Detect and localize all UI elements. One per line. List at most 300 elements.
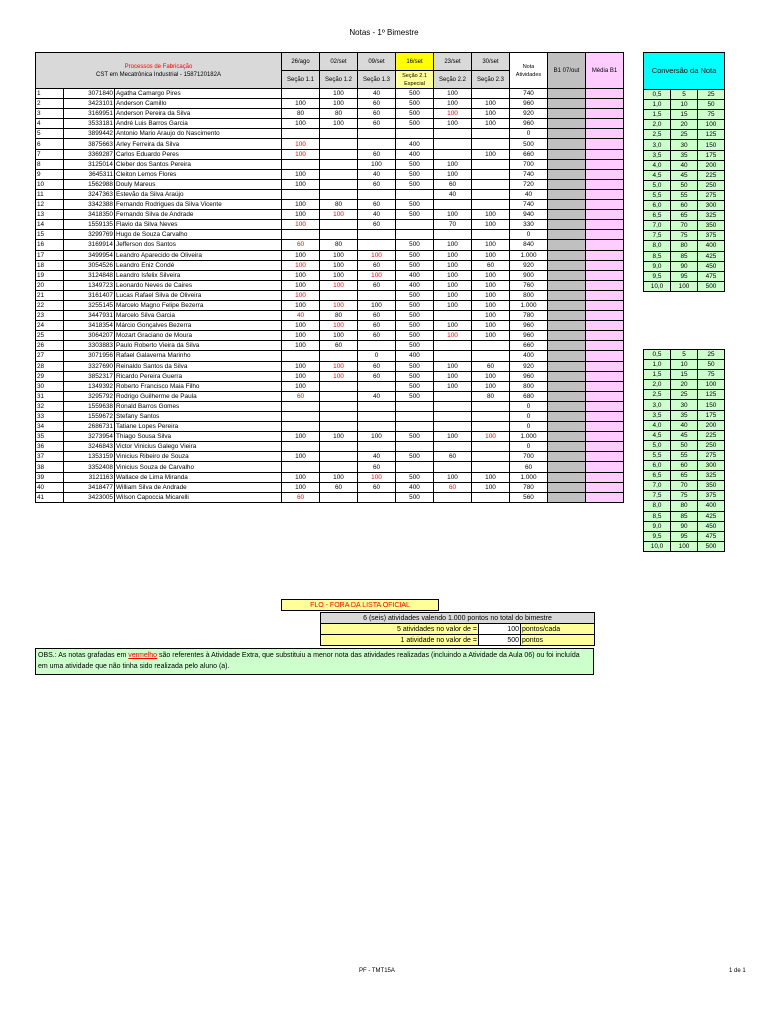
media-cell xyxy=(586,119,624,129)
date-2: 02/set xyxy=(320,53,358,71)
media-cell xyxy=(586,149,624,159)
score-cell: 60 xyxy=(358,462,396,472)
conversion-cell: 8,5 xyxy=(644,251,671,261)
conversion-cell: 4,5 xyxy=(644,430,671,440)
score-cell: 60 xyxy=(358,321,396,331)
score-cell: 100 xyxy=(472,290,510,300)
score-cell: 100 xyxy=(434,260,472,270)
score-cell xyxy=(472,422,510,432)
table-row xyxy=(36,462,624,472)
conversion-cell: 20 xyxy=(671,120,698,130)
student-id: 3064207 xyxy=(64,331,115,341)
nota-cell: 960 xyxy=(510,119,548,129)
media-cell xyxy=(586,492,624,502)
media-cell xyxy=(586,351,624,361)
conversion-cell: 7,5 xyxy=(644,231,671,241)
table-row xyxy=(36,452,624,462)
b1-cell xyxy=(548,462,586,472)
media-cell xyxy=(586,250,624,260)
row-number: 9 xyxy=(36,169,64,179)
score-cell: 100 xyxy=(472,109,510,119)
conversion-cell: 85 xyxy=(671,511,698,521)
score-cell: 60 xyxy=(358,482,396,492)
row-number: 22 xyxy=(36,300,64,310)
media-cell xyxy=(586,311,624,321)
table-row xyxy=(36,442,624,452)
score-cell: 500 xyxy=(396,109,434,119)
score-cell: 60 xyxy=(358,280,396,290)
b1-cell xyxy=(548,492,586,502)
conversion-cell: 80 xyxy=(671,501,698,511)
conversion-cell: 4,5 xyxy=(644,170,671,180)
b1-cell xyxy=(548,159,586,169)
b1-cell xyxy=(548,189,586,199)
student-id: 3423101 xyxy=(64,99,115,109)
score-cell: 400 xyxy=(396,351,434,361)
conversion-cell: 0,5 xyxy=(644,350,671,360)
grades-table xyxy=(35,52,624,503)
media-cell xyxy=(586,442,624,452)
score-cell: 100 xyxy=(282,250,320,260)
conversion-row xyxy=(644,221,725,231)
b1-cell xyxy=(548,442,586,452)
score-cell: 100 xyxy=(434,472,472,482)
conversion-cell: 5 xyxy=(671,350,698,360)
score-cell: 100 xyxy=(320,472,358,482)
score-cell xyxy=(358,139,396,149)
media-cell xyxy=(586,230,624,240)
nota-cell: 660 xyxy=(510,149,548,159)
score-cell xyxy=(320,462,358,472)
score-cell: 400 xyxy=(396,149,434,159)
conversion-cell: 2,5 xyxy=(644,130,671,140)
conversion-row xyxy=(644,251,725,261)
score-cell xyxy=(320,351,358,361)
conversion-cell: 150 xyxy=(698,400,725,410)
score-cell: 400 xyxy=(396,482,434,492)
score-cell: 60 xyxy=(282,240,320,250)
conversion-row xyxy=(644,501,725,511)
conversion-row xyxy=(644,450,725,460)
nota-cell: 660 xyxy=(510,341,548,351)
conversion-row xyxy=(644,150,725,160)
row-number: 39 xyxy=(36,472,64,482)
row-number: 1 xyxy=(36,89,64,99)
score-cell xyxy=(472,341,510,351)
score-cell: 100 xyxy=(282,371,320,381)
score-cell: 80 xyxy=(282,109,320,119)
student-id: 1562988 xyxy=(64,179,115,189)
conversion-row xyxy=(644,90,725,100)
table-row xyxy=(36,371,624,381)
score-cell: 100 xyxy=(282,341,320,351)
conversion-cell: 425 xyxy=(698,511,725,521)
student-name: Leandro Aparecido de Oliveira xyxy=(115,250,282,260)
conversion-cell: 50 xyxy=(698,100,725,110)
row-number: 13 xyxy=(36,210,64,220)
media-cell xyxy=(586,139,624,149)
score-cell: 100 xyxy=(282,200,320,210)
conversion-cell: 500 xyxy=(698,541,725,551)
score-cell xyxy=(396,442,434,452)
conversion-cell: 325 xyxy=(698,211,725,221)
score-cell: 100 xyxy=(358,250,396,260)
row-number: 7 xyxy=(36,149,64,159)
student-id: 1559672 xyxy=(64,412,115,422)
table-row xyxy=(36,230,624,240)
score-cell: 100 xyxy=(434,159,472,169)
score-cell: 100 xyxy=(320,250,358,260)
conversion-cell: 3,5 xyxy=(644,150,671,160)
student-id: 1559638 xyxy=(64,401,115,411)
score-cell xyxy=(282,89,320,99)
summary-1-label: 1 atividade no valor de = xyxy=(321,635,479,646)
media-cell xyxy=(586,270,624,280)
score-cell xyxy=(282,129,320,139)
conversion-row xyxy=(644,231,725,241)
section-3: Seção 1.3 xyxy=(358,71,396,89)
nota-cell: 1.000 xyxy=(510,250,548,260)
score-cell xyxy=(396,401,434,411)
row-number: 15 xyxy=(36,230,64,240)
table-row xyxy=(36,300,624,310)
conversion-row xyxy=(644,100,725,110)
score-cell: 60 xyxy=(358,119,396,129)
conversion-cell: 250 xyxy=(698,440,725,450)
score-cell: 60 xyxy=(358,109,396,119)
score-cell xyxy=(472,89,510,99)
conversion-cell: 175 xyxy=(698,410,725,420)
section-2: Seção 1.2 xyxy=(320,71,358,89)
b1-cell xyxy=(548,99,586,109)
nota-cell: 700 xyxy=(510,452,548,462)
student-id: 1559135 xyxy=(64,220,115,230)
row-number: 41 xyxy=(36,492,64,502)
conversion-cell: 300 xyxy=(698,461,725,471)
score-cell: 100 xyxy=(320,270,358,280)
score-cell: 100 xyxy=(282,482,320,492)
row-number: 25 xyxy=(36,331,64,341)
b1-cell xyxy=(548,321,586,331)
conversion-cell: 35 xyxy=(671,150,698,160)
conversion-cell: 75 xyxy=(671,231,698,241)
student-id: 1353159 xyxy=(64,452,115,462)
table-row xyxy=(36,119,624,129)
conversion-cell: 200 xyxy=(698,420,725,430)
student-name: Tatiane Lopes Pereira xyxy=(115,422,282,432)
student-name: Fernando Rodrigues da Silva Vicente xyxy=(115,200,282,210)
score-cell: 100 xyxy=(320,300,358,310)
student-name: Mozart Graciano de Moura xyxy=(115,331,282,341)
score-cell: 40 xyxy=(358,210,396,220)
conversion-cell: 60 xyxy=(671,461,698,471)
nota-cell: 0 xyxy=(510,129,548,139)
score-cell xyxy=(358,412,396,422)
conversion-row xyxy=(644,430,725,440)
footer-course: PF - TMT15A xyxy=(359,968,395,974)
nota-cell: 780 xyxy=(510,311,548,321)
row-number: 28 xyxy=(36,361,64,371)
row-number: 26 xyxy=(36,341,64,351)
student-name: Leonardo Neves de Caires xyxy=(115,280,282,290)
row-number: 3 xyxy=(36,109,64,119)
conversion-row xyxy=(644,241,725,251)
score-cell xyxy=(320,139,358,149)
student-id: 3054526 xyxy=(64,260,115,270)
student-name: Ricardo Pereira Guerra xyxy=(115,371,282,381)
score-cell xyxy=(320,159,358,169)
score-cell: 100 xyxy=(282,300,320,310)
score-cell: 100 xyxy=(320,331,358,341)
conversion-cell: 100 xyxy=(698,120,725,130)
conversion-cell: 50 xyxy=(671,180,698,190)
table-row xyxy=(36,391,624,401)
conversion-cell: 8,0 xyxy=(644,241,671,251)
score-cell: 100 xyxy=(472,371,510,381)
date-3: 09/set xyxy=(358,53,396,71)
conversion-cell: 3,5 xyxy=(644,410,671,420)
score-cell xyxy=(320,422,358,432)
conversion-cell: 7,0 xyxy=(644,481,671,491)
student-name: Paulo Roberto Vieira da Silva xyxy=(115,341,282,351)
score-cell: 80 xyxy=(472,391,510,401)
conversion-row xyxy=(644,140,725,150)
conversion-cell: 5,5 xyxy=(644,450,671,460)
conversion-cell: 6,0 xyxy=(644,461,671,471)
media-cell xyxy=(586,300,624,310)
score-cell: 60 xyxy=(434,179,472,189)
score-cell xyxy=(396,129,434,139)
b1-cell xyxy=(548,129,586,139)
score-cell xyxy=(434,311,472,321)
student-name: Stefany Santos xyxy=(115,412,282,422)
score-cell xyxy=(472,139,510,149)
student-name: Rafael Galaverna Marinho xyxy=(115,351,282,361)
nota-cell: 500 xyxy=(510,139,548,149)
conversion-cell: 9,0 xyxy=(644,521,671,531)
course-class: CST em Mecatrônica Industrial - 1587120182A xyxy=(96,71,221,78)
score-cell: 500 xyxy=(396,250,434,260)
conversion-row xyxy=(644,380,725,390)
nota-cell: 720 xyxy=(510,179,548,189)
b1-cell xyxy=(548,422,586,432)
score-cell: 60 xyxy=(472,260,510,270)
score-cell: 100 xyxy=(282,119,320,129)
media-cell xyxy=(586,210,624,220)
table-row xyxy=(36,280,624,290)
score-cell: 100 xyxy=(282,179,320,189)
conversion-cell: 35 xyxy=(671,410,698,420)
b1-cell xyxy=(548,311,586,321)
score-cell xyxy=(358,492,396,502)
conversion-cell: 6,5 xyxy=(644,471,671,481)
b1-cell xyxy=(548,230,586,240)
student-id: 3247363 xyxy=(64,189,115,199)
score-cell: 100 xyxy=(282,472,320,482)
score-cell xyxy=(358,189,396,199)
nota-cell: 0 xyxy=(510,230,548,240)
row-number: 17 xyxy=(36,250,64,260)
media-cell xyxy=(586,422,624,432)
course-name: Processos de Fabricação xyxy=(124,63,193,70)
score-cell xyxy=(320,189,358,199)
table-row xyxy=(36,240,624,250)
nota-cell: 740 xyxy=(510,169,548,179)
media-cell xyxy=(586,412,624,422)
student-name: Cleber dos Santos Pereira xyxy=(115,159,282,169)
conversion-cell: 95 xyxy=(671,271,698,281)
student-id: 3169914 xyxy=(64,240,115,250)
conversion-cell: 40 xyxy=(671,160,698,170)
student-name: Ronald Barros Gomes xyxy=(115,401,282,411)
conversion-cell: 8,5 xyxy=(644,511,671,521)
score-cell: 100 xyxy=(434,321,472,331)
student-id: 3161407 xyxy=(64,290,115,300)
nota-cell: 800 xyxy=(510,290,548,300)
conversion-cell: 375 xyxy=(698,231,725,241)
conversion-row xyxy=(644,180,725,190)
media-cell xyxy=(586,179,624,189)
conversion-cell: 275 xyxy=(698,190,725,200)
conversion-table-1 xyxy=(643,52,725,292)
student-id: 3255145 xyxy=(64,300,115,310)
conversion-cell: 10,0 xyxy=(644,541,671,551)
student-name: Leandro Isfelix Silveira xyxy=(115,270,282,280)
student-rows xyxy=(36,89,624,503)
conversion-cell: 450 xyxy=(698,521,725,531)
score-cell: 40 xyxy=(358,391,396,401)
score-cell xyxy=(282,442,320,452)
student-id: 1349392 xyxy=(64,381,115,391)
score-cell: 500 xyxy=(396,159,434,169)
score-cell xyxy=(472,401,510,411)
conversion-cell: 500 xyxy=(698,281,725,291)
obs-highlight: vermelho xyxy=(128,652,158,659)
score-cell xyxy=(358,129,396,139)
media-cell xyxy=(586,321,624,331)
score-cell: 80 xyxy=(320,311,358,321)
conversion-row xyxy=(644,211,725,221)
conversion-cell: 10 xyxy=(671,360,698,370)
score-cell xyxy=(320,169,358,179)
score-cell: 500 xyxy=(396,452,434,462)
score-cell: 60 xyxy=(320,341,358,351)
conversion-cell: 225 xyxy=(698,430,725,440)
student-id: 3369287 xyxy=(64,149,115,159)
b1-cell xyxy=(548,109,586,119)
score-cell: 100 xyxy=(282,432,320,442)
score-cell: 500 xyxy=(396,119,434,129)
nota-cell: 400 xyxy=(510,351,548,361)
conversion-cell: 3,0 xyxy=(644,140,671,150)
score-cell xyxy=(434,391,472,401)
row-number: 21 xyxy=(36,290,64,300)
score-cell: 100 xyxy=(472,311,510,321)
row-number: 27 xyxy=(36,351,64,361)
media-cell xyxy=(586,280,624,290)
score-cell xyxy=(320,230,358,240)
score-cell: 40 xyxy=(358,169,396,179)
score-cell: 60 xyxy=(358,220,396,230)
score-cell: 60 xyxy=(358,99,396,109)
conversion-row xyxy=(644,201,725,211)
nota-cell: 1.000 xyxy=(510,300,548,310)
score-cell: 100 xyxy=(434,109,472,119)
score-cell xyxy=(472,351,510,361)
b1-cell xyxy=(548,331,586,341)
table-row xyxy=(36,260,624,270)
score-cell xyxy=(282,230,320,240)
score-cell: 500 xyxy=(396,89,434,99)
score-cell: 500 xyxy=(396,381,434,391)
score-cell xyxy=(472,129,510,139)
row-number: 12 xyxy=(36,200,64,210)
conversion-cell: 5,0 xyxy=(644,180,671,190)
conversion-cell: 50 xyxy=(698,360,725,370)
score-cell xyxy=(434,462,472,472)
conversion-cell: 3,0 xyxy=(644,400,671,410)
b1-cell xyxy=(548,260,586,270)
score-cell: 100 xyxy=(320,260,358,270)
row-number: 5 xyxy=(36,129,64,139)
student-name: William Silva de Andrade xyxy=(115,482,282,492)
b1-cell xyxy=(548,300,586,310)
nota-cell: 1.000 xyxy=(510,432,548,442)
score-cell: 100 xyxy=(472,432,510,442)
section-1: Seção 1.1 xyxy=(282,71,320,89)
student-name: Jefferson dos Santos xyxy=(115,240,282,250)
row-number: 6 xyxy=(36,139,64,149)
nota-header: Nota Atividades xyxy=(510,53,548,89)
conversion-cell: 50 xyxy=(671,440,698,450)
conversion-cell: 475 xyxy=(698,271,725,281)
score-cell xyxy=(434,341,472,351)
row-number: 8 xyxy=(36,159,64,169)
b1-cell xyxy=(548,371,586,381)
student-name: Marcelo Silva Garcia xyxy=(115,311,282,321)
score-cell: 500 xyxy=(396,210,434,220)
score-cell xyxy=(434,401,472,411)
conversion-row xyxy=(644,420,725,430)
conversion-cell: 25 xyxy=(671,130,698,140)
conversion-row xyxy=(644,160,725,170)
conversion-row xyxy=(644,170,725,180)
conversion-cell: 2,0 xyxy=(644,380,671,390)
table-row xyxy=(36,422,624,432)
table-row xyxy=(36,341,624,351)
row-number: 38 xyxy=(36,462,64,472)
conversion-cell: 1,0 xyxy=(644,100,671,110)
conversion-cell: 25 xyxy=(698,90,725,100)
student-id: 3418354 xyxy=(64,321,115,331)
table-row xyxy=(36,412,624,422)
score-cell xyxy=(434,422,472,432)
score-cell: 100 xyxy=(282,280,320,290)
score-cell: 100 xyxy=(282,361,320,371)
score-cell: 400 xyxy=(396,270,434,280)
score-cell: 400 xyxy=(396,280,434,290)
student-name: Agatha Camargo Pires xyxy=(115,89,282,99)
flo-legend: FLO - FORA DA LISTA OFICIAL xyxy=(281,599,439,611)
score-cell: 100 xyxy=(282,149,320,159)
table-row xyxy=(36,210,624,220)
row-number: 10 xyxy=(36,179,64,189)
conversion-cell: 350 xyxy=(698,221,725,231)
b1-cell xyxy=(548,482,586,492)
media-cell xyxy=(586,381,624,391)
b1-cell xyxy=(548,89,586,99)
row-number: 24 xyxy=(36,321,64,331)
